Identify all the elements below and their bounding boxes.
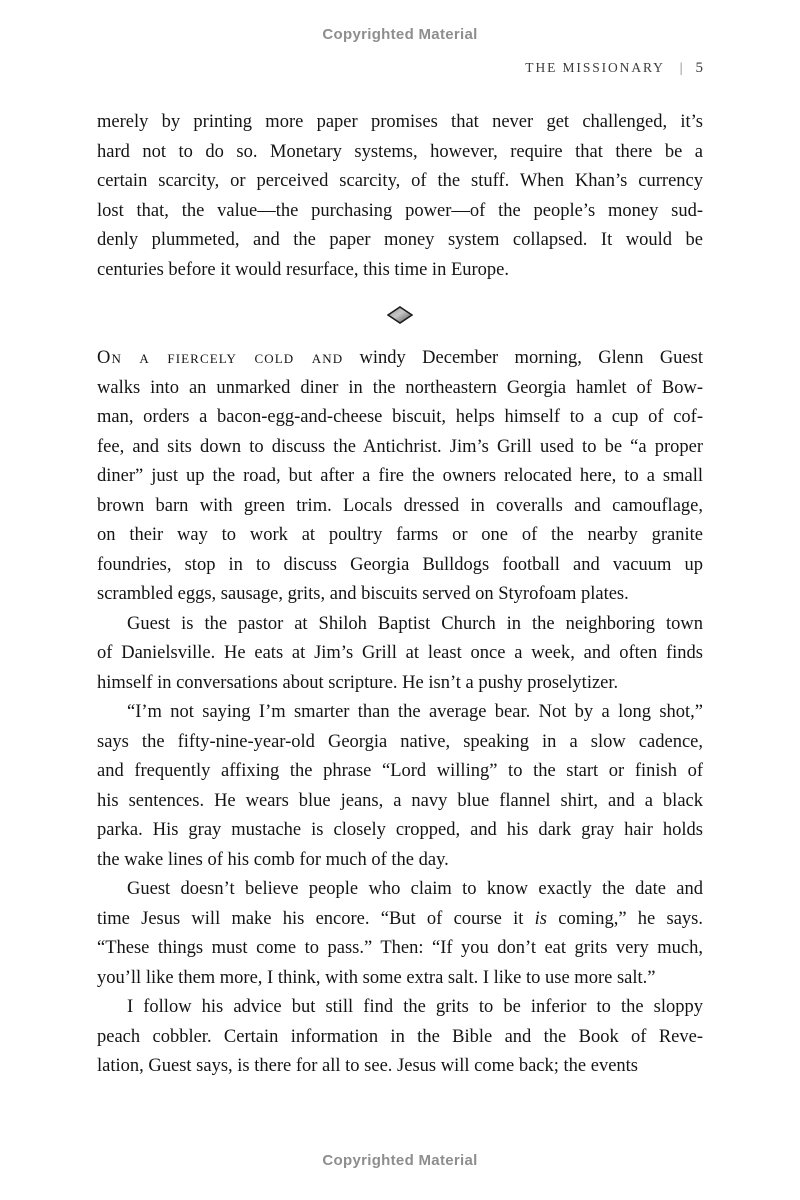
text-run: scrambled eggs, sausage, grits, and biscuits served on Styrofoam plates.	[97, 584, 629, 604]
text-run: time Jesus will make his encore. “But of course it	[97, 908, 535, 929]
text-line	[97, 492, 703, 522]
text-run: “I’m not saying I’m smarter than the average bear. Not by a long shot,”	[127, 702, 703, 722]
smallcaps-text-run: On a fiercely cold and	[97, 348, 344, 368]
page-body	[97, 108, 703, 1082]
text-run: himself in conversations about scripture. He isn’t a pushy proselytizer.	[97, 672, 619, 693]
text-run: windy December morning, Glenn Guest	[343, 348, 703, 368]
text-run: Guest is the pastor at Shiloh Baptist Church in the neighboring town	[127, 613, 703, 634]
text-line	[97, 728, 703, 758]
text-line	[97, 108, 703, 138]
text-run: Guest doesn’t believe people who claim to know exactly the date and	[127, 879, 703, 899]
text-run: says the fifty-nine-year-old Georgia native, speaking in a slow cadence,	[97, 731, 703, 752]
text-line	[97, 226, 703, 256]
text-run: foundries, stop in to discuss Georgia Bulldogs football and vacuum up	[97, 554, 703, 575]
text-line	[97, 846, 703, 876]
text-run: merely by printing more paper promises that never get challenged, it’s	[97, 112, 703, 132]
text-run: on their way to work at poultry farms or one of the nearby granite	[97, 525, 703, 545]
text-section	[97, 108, 703, 285]
text-line	[97, 551, 703, 581]
text-line	[97, 256, 703, 286]
text-run: centuries before it would resurface, this time in Europe.	[97, 259, 509, 280]
text-line	[97, 580, 703, 610]
text-line	[97, 639, 703, 669]
text-line	[97, 433, 703, 463]
text-run: “These things must come to pass.” Then: “If you don’t eat grits very much,	[97, 938, 703, 958]
copyright-notice-top: Copyrighted Material	[322, 26, 478, 43]
text-line	[97, 905, 703, 935]
paragraph	[97, 875, 703, 993]
chapter-title: THE MISSIONARY	[525, 60, 665, 75]
text-run: lost that, the value—the purchasing power—of the people’s money sud-	[97, 200, 703, 221]
page-number: 5	[695, 60, 703, 76]
text-line	[97, 934, 703, 964]
text-run: peach cobbler. Certain information in the Bible and the Book of Reve-	[97, 1026, 703, 1047]
text-run: certain scarcity, or perceived scarcity, of the stuff. When Khan’s currency	[97, 171, 703, 191]
text-line	[97, 521, 703, 551]
text-line	[97, 1052, 703, 1082]
text-run: diner” just up the road, but after a fire the owners relocated here, to a small	[97, 466, 703, 486]
text-line	[97, 816, 703, 846]
text-run: denly plummeted, and the paper money system collapsed. It would be	[97, 230, 703, 250]
text-line	[97, 993, 703, 1023]
text-run: you’ll like them more, I think, with some extra salt. I like to use more salt.”	[97, 967, 656, 988]
text-line	[97, 787, 703, 817]
italic-text-run: is	[534, 908, 547, 929]
text-run: hard not to do so. Monetary systems, however, require that there be a	[97, 141, 703, 162]
paragraph	[97, 344, 703, 610]
text-run: walks into an unmarked diner in the northeastern Georgia hamlet of Bow-	[97, 377, 703, 398]
paragraph	[97, 610, 703, 699]
section-break	[97, 285, 703, 344]
text-line	[97, 1023, 703, 1053]
text-run: parka. His gray mustache is closely cropped, and his dark gray hair holds	[97, 820, 703, 840]
running-header	[525, 60, 703, 77]
text-line	[97, 167, 703, 197]
text-run: the wake lines of his comb for much of the day.	[97, 849, 449, 870]
text-line	[97, 138, 703, 168]
diamond-ornament	[387, 306, 413, 324]
text-run: man, orders a bacon-egg-and-cheese biscuit, helps himself to a cup of cof-	[97, 407, 703, 427]
text-run: of Danielsville. He eats at Jim’s Grill at least once a week, and often finds	[97, 643, 703, 663]
copyright-notice-bottom: Copyrighted Material	[322, 1152, 478, 1169]
text-line	[97, 757, 703, 787]
text-run: his sentences. He wears blue jeans, a navy blue flannel shirt, and a black	[97, 790, 703, 811]
text-line	[97, 374, 703, 404]
text-run: I follow his advice but still find the grits to be inferior to the sloppy	[127, 997, 703, 1017]
text-run: and frequently affixing the phrase “Lord willing” to the start or finish of	[97, 761, 703, 781]
header-separator: |	[679, 60, 683, 75]
text-line	[97, 462, 703, 492]
paragraph	[97, 108, 703, 285]
paragraph	[97, 698, 703, 875]
text-line	[97, 875, 703, 905]
text-line	[97, 964, 703, 994]
text-section	[97, 344, 703, 1082]
text-line	[97, 197, 703, 227]
paragraph	[97, 993, 703, 1082]
text-run: brown barn with green trim. Locals dressed in coveralls and camouflage,	[97, 495, 703, 516]
text-run: fee, and sits down to discuss the Antichrist. Jim’s Grill used to be “a proper	[97, 436, 703, 457]
text-line	[97, 669, 703, 699]
text-line	[97, 344, 703, 374]
text-line	[97, 698, 703, 728]
text-line	[97, 403, 703, 433]
text-run: coming,” he says.	[546, 908, 703, 929]
text-line	[97, 610, 703, 640]
text-run: lation, Guest says, is there for all to see. Jesus will come back; the events	[97, 1056, 638, 1076]
